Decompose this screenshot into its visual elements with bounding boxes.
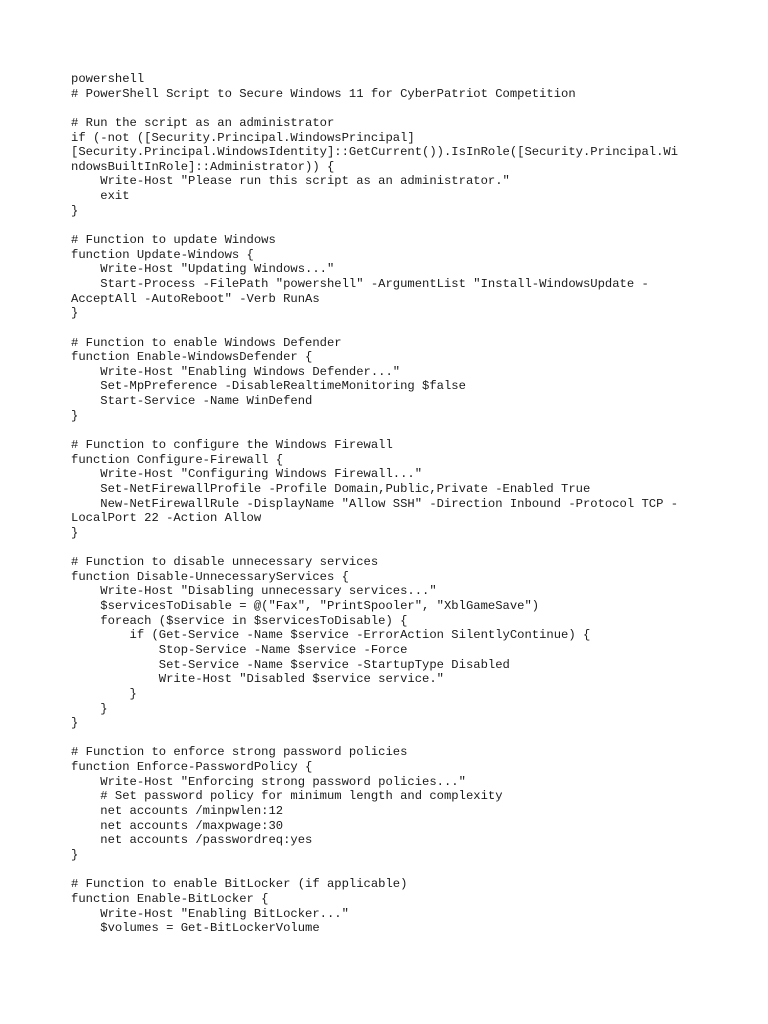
code-line: Write-Host "Disabling unnecessary services..." — [71, 584, 437, 599]
code-line — [71, 731, 711, 746]
code-line: Set-MpPreference -DisableRealtimeMonitoring $false — [71, 379, 466, 394]
code-line: AcceptAll -AutoReboot" -Verb RunAs — [71, 291, 320, 306]
code-line: net accounts /minpwlen:12 — [71, 804, 284, 819]
code-line: function Enable-BitLocker { — [71, 891, 269, 906]
code-line: Set-Service -Name $service -StartupType Disabled — [71, 657, 510, 672]
code-line: Start-Process -FilePath "powershell" -ArgumentList "Install-WindowsUpdate - — [71, 276, 649, 291]
code-line: function Enforce-PasswordPolicy { — [71, 760, 313, 775]
code-block — [71, 72, 711, 936]
code-line: [Security.Principal.WindowsIdentity]::GetCurrent()).IsInRole([Security.Principal.Wi — [71, 145, 679, 160]
code-line: } — [71, 203, 79, 218]
code-line: Write-Host "Please run this script as an administrator." — [71, 174, 510, 189]
code-line: } — [71, 716, 79, 731]
code-line: if (-not ([Security.Principal.WindowsPrincipal] — [71, 130, 415, 145]
code-line: } — [71, 306, 79, 321]
code-line: # Function to update Windows — [71, 233, 276, 248]
code-line: exit — [71, 189, 130, 204]
code-line: # Function to disable unnecessary services — [71, 555, 379, 570]
code-line: Write-Host "Enforcing strong password policies..." — [71, 774, 466, 789]
code-line: } — [71, 701, 108, 716]
code-line: function Configure-Firewall { — [71, 452, 284, 467]
code-line — [71, 101, 711, 116]
code-line: # Set password policy for minimum length and complexity — [71, 789, 503, 804]
code-line: # Function to enable BitLocker (if applicable) — [71, 877, 408, 892]
code-line — [71, 863, 711, 878]
code-line: # Run the script as an administrator — [71, 115, 335, 130]
code-line: LocalPort 22 -Action Allow — [71, 511, 262, 526]
code-line — [71, 218, 711, 233]
code-line: } — [71, 847, 79, 862]
code-line: # PowerShell Script to Secure Windows 11 for CyberPatriot Competition — [71, 86, 576, 101]
code-line: Write-Host "Updating Windows..." — [71, 262, 335, 277]
code-line: foreach ($service in $servicesToDisable) { — [71, 613, 408, 628]
code-line: } — [71, 408, 79, 423]
code-line: Write-Host "Enabling Windows Defender..." — [71, 364, 401, 379]
code-line: $servicesToDisable = @("Fax", "PrintSpooler", "XblGameSave") — [71, 599, 540, 614]
document-page — [71, 72, 711, 936]
code-line: $volumes = Get-BitLockerVolume — [71, 921, 320, 936]
code-line: if (Get-Service -Name $service -ErrorAction SilentlyContinue) { — [71, 628, 591, 643]
code-line: Write-Host "Configuring Windows Firewall..." — [71, 467, 423, 482]
code-line: powershell — [71, 72, 145, 86]
code-line: } — [71, 686, 137, 701]
code-line: ndowsBuiltInRole]::Administrator)) { — [71, 159, 335, 174]
code-line: Start-Service -Name WinDefend — [71, 394, 313, 409]
code-line: Stop-Service -Name $service -Force — [71, 642, 408, 657]
code-line: Set-NetFirewallProfile -Profile Domain,Public,Private -Enabled True — [71, 481, 591, 496]
code-line: Write-Host "Disabled $service service." — [71, 672, 444, 687]
code-line: # Function to configure the Windows Firewall — [71, 438, 393, 453]
code-line: New-NetFirewallRule -DisplayName "Allow SSH" -Direction Inbound -Protocol TCP - — [71, 496, 679, 511]
code-line: # Function to enforce strong password policies — [71, 745, 408, 760]
code-line: function Disable-UnnecessaryServices { — [71, 569, 349, 584]
code-line: net accounts /maxpwage:30 — [71, 818, 284, 833]
code-line — [71, 321, 711, 336]
code-line: Write-Host "Enabling BitLocker..." — [71, 906, 349, 921]
code-line: function Enable-WindowsDefender { — [71, 350, 313, 365]
code-line — [71, 541, 711, 556]
code-line: function Update-Windows { — [71, 247, 254, 262]
code-line: } — [71, 525, 79, 540]
code-line: # Function to enable Windows Defender — [71, 335, 342, 350]
code-line: net accounts /passwordreq:yes — [71, 833, 313, 848]
code-line — [71, 423, 711, 438]
